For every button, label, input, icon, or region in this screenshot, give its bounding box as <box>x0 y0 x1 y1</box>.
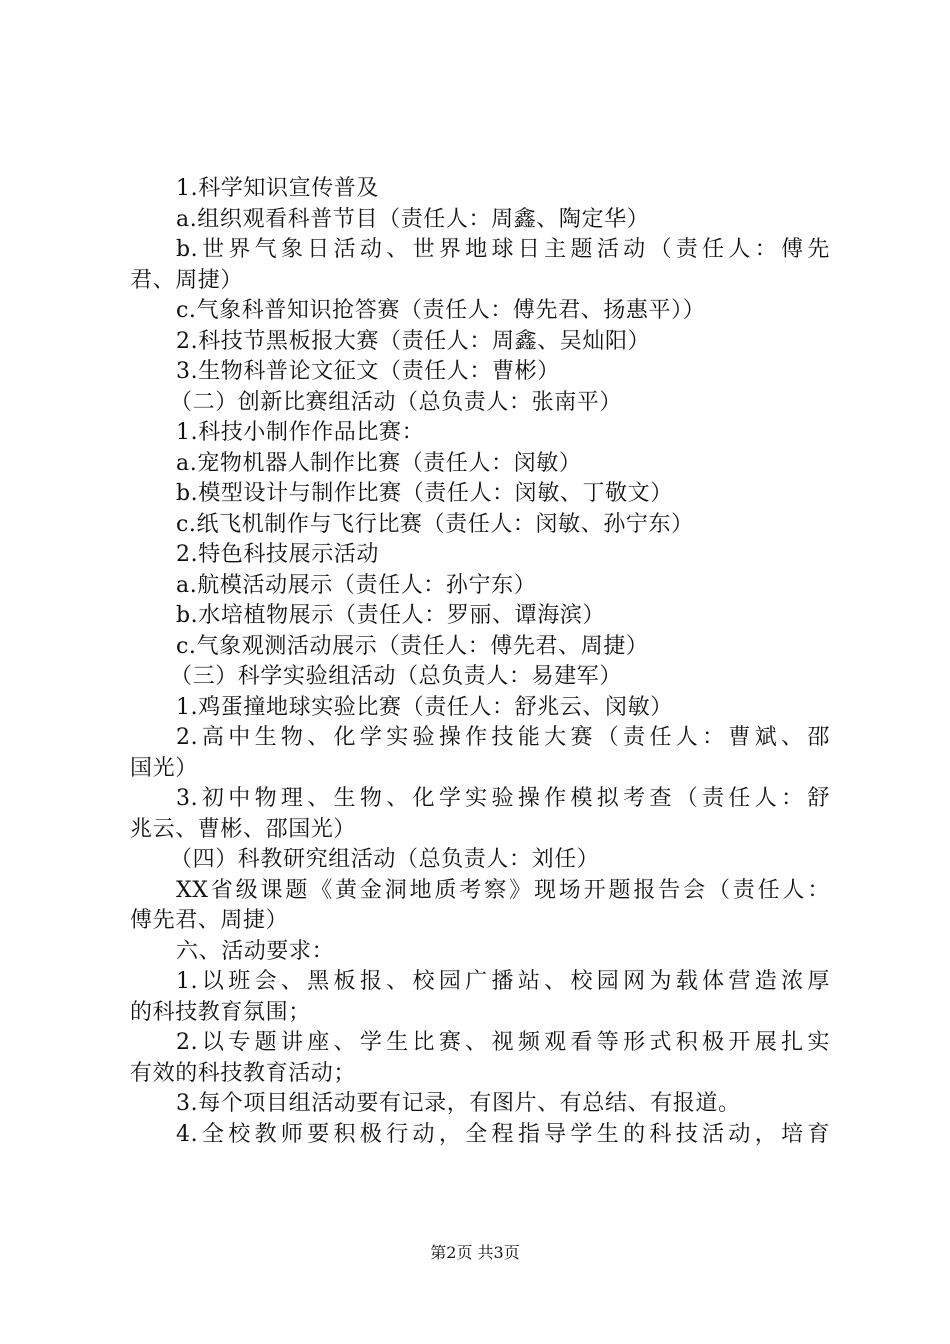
text-line: b.模型设计与制作比赛（责任人：闵敏、丁敬文） <box>176 481 673 506</box>
text-line: 2.高中生物、化学实验操作技能大赛（责任人：曹斌、邵 <box>176 725 830 750</box>
section-heading: （四）科教研究组活动（总负责人：刘任） <box>170 847 600 872</box>
text-line: 2.以专题讲座、学生比赛、视频观看等形式积极开展扎实 <box>176 1030 830 1055</box>
text-line: a.航模活动展示（责任人：孙宁东） <box>176 572 537 598</box>
text-line: 1.鸡蛋撞地球实验比赛（责任人：舒兆云、闵敏） <box>176 694 673 720</box>
section-heading: （二）创新比赛组活动（总负责人：张南平） <box>170 389 623 415</box>
text-line: 君、周捷） <box>130 267 244 293</box>
text-line: 兆云、曹彬、邵国光） <box>130 816 357 842</box>
text-line: c.气象科普知识抢答赛（责任人：傅先君、扬惠平）） <box>176 298 706 323</box>
text-line: 3.生物科普论文征文（责任人：曹彬） <box>176 359 560 384</box>
section-heading: 六、活动要求： <box>176 938 335 964</box>
text-line: a.组织观看科普节目（责任人：周鑫、陶定华） <box>176 206 650 232</box>
document-body <box>130 174 830 1150</box>
text-line: c.气象观测活动展示（责任人：傅先君、周捷） <box>176 633 649 659</box>
text-line: 1.科学知识宣传普及 <box>176 176 379 201</box>
text-line: 国光） <box>130 755 198 781</box>
text-line: 傅先君、周捷） <box>130 908 289 933</box>
text-line: 3.每个项目组活动要有记录，有图片、有总结、有报道。 <box>176 1091 741 1116</box>
text-line: 1.科技小制作作品比赛： <box>176 420 425 445</box>
text-line: 4.全校教师要积极行动，全程指导学生的科技活动，培育 <box>176 1121 830 1147</box>
text-line: b.世界气象日活动、世界地球日主题活动（责任人：傅先 <box>176 237 830 262</box>
text-line: 2.特色科技展示活动 <box>176 542 379 567</box>
text-line: 1.以班会、黑板报、校园广播站、校园网为载体营造浓厚 <box>176 969 830 994</box>
page-footer: 第2页 共3页 <box>430 1243 520 1262</box>
text-line: 2.科技节黑板报大赛（责任人：周鑫、吴灿阳） <box>176 328 651 354</box>
text-line: 有效的科技教育活动； <box>130 1060 357 1086</box>
section-heading: （三）科学实验组活动（总负责人：易建军） <box>170 664 623 689</box>
text-line: 3.初中物理、生物、化学实验操作模拟考查（责任人：舒 <box>176 786 830 811</box>
text-line: c.纸飞机制作与飞行比赛（责任人：闵敏、孙宁东） <box>176 511 694 537</box>
text-line: 的科技教育氛围； <box>130 999 311 1025</box>
text-line: XX省级课题《黄金洞地质考察》现场开题报告会（责任人： <box>176 877 830 903</box>
text-line: a.宠物机器人制作比赛（责任人：闵敏） <box>176 450 582 476</box>
text-line: b.水培植物展示（责任人：罗丽、谭海滨） <box>176 603 606 628</box>
